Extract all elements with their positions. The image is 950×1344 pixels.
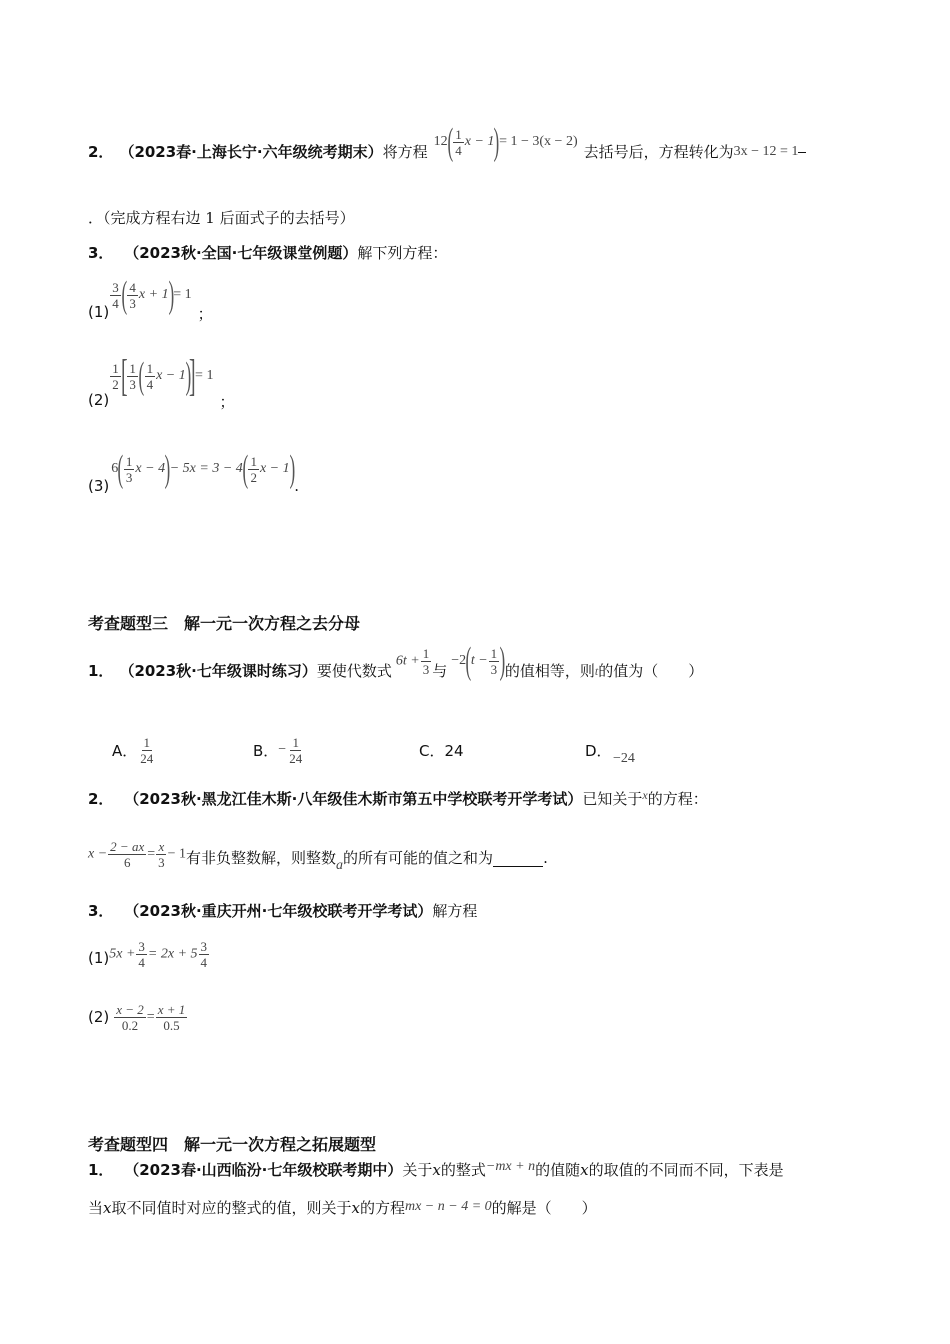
question-number: 1． — [88, 1161, 114, 1179]
s3q1-line — [88, 640, 704, 692]
question-text: 的整式 — [440, 1161, 486, 1179]
question-text: 的所有可能的值之和为 — [343, 849, 494, 867]
question-source: （2023秋·全国·七年级课堂例题） — [124, 244, 358, 262]
s3q2-line — [88, 789, 708, 810]
question-number: 3． — [88, 902, 114, 920]
option-b[interactable]: B． − $\frac{1}{24}$ — [253, 734, 303, 766]
section-title: 考查题型三 解一元一次方程之去分母 — [88, 614, 361, 633]
variable: x — [351, 1199, 360, 1217]
coef: 12 — [433, 134, 448, 150]
option-c[interactable] — [419, 740, 464, 761]
section-title: 考查题型四 解一元一次方程之拓展题型 — [88, 1135, 377, 1154]
option-label: C． — [419, 742, 445, 760]
question-text: 解方程 — [432, 902, 478, 920]
question-text: 的解是（ ） — [491, 1199, 597, 1217]
punctuation: ； — [219, 393, 235, 411]
equation: x − $\frac{2 - ax}{6}$ = $\frac{x}{3}$ − 1 — [88, 838, 187, 870]
q3-part2 — [88, 351, 235, 412]
question-number: 2． — [88, 143, 114, 161]
equation: $\frac{1}{2}$ [ $\frac{1}{3}$ ( $\frac{1}{4}$ x − 1)]= 1 — [112, 351, 214, 400]
question-text: 去括号后，方程转化为 — [583, 143, 734, 161]
q3-part3 — [88, 450, 299, 498]
s3q2-equation-line — [88, 838, 548, 878]
part-label: (1) — [88, 303, 110, 321]
option-value: 24 — [444, 742, 464, 760]
question-text: 已知关于 — [582, 790, 643, 808]
q2-prev-line — [88, 121, 806, 172]
q3-prev-line — [88, 243, 447, 263]
equation: 6( $\frac{1}{3}$ x − 4)− 5x = 3 − 4( $\frac{1}{2}$ x − 1) — [111, 448, 295, 490]
question-text: 的值相等，则 — [504, 662, 595, 680]
s4q1-line1 — [88, 1160, 784, 1182]
variable: t — [594, 664, 599, 678]
question-text: 的方程： — [647, 790, 708, 808]
question-source: （2023秋·黑龙江佳木斯·八年级佳木斯市第五中学校联考开学考试） — [124, 790, 583, 808]
equation: 5x + $\frac{3}{4}$ = 2x + 5 $\frac{3}{4}$ — [109, 938, 208, 970]
part-label: (3) — [88, 477, 110, 495]
s3q3-part1 — [88, 934, 210, 974]
option-label: B． — [253, 741, 279, 760]
question-source: （2023秋·重庆开州·七年级校联考开学考试） — [124, 902, 433, 920]
option-d[interactable] — [585, 740, 612, 761]
s3q3-line — [88, 901, 477, 921]
equation-result: 3x − 12 = 1 — [733, 144, 799, 159]
expression: −mx + n — [485, 1159, 536, 1174]
question-text: 解下列方程： — [357, 244, 448, 262]
equation-rhs: = 1 − 3(x − 2) — [499, 134, 578, 150]
question-text: 取不同值时对应的整式的值，则关于 — [111, 1199, 352, 1217]
answer-blank[interactable] — [798, 152, 806, 153]
option-d-value: −24 — [613, 751, 635, 766]
question-number: 2． — [88, 790, 114, 808]
question-text: 关于 — [402, 1161, 433, 1179]
q2-prev-note: ．（完成方程右边 1 后面式子的去括号） — [88, 209, 355, 227]
variable: a — [336, 858, 344, 873]
question-number: 1． — [88, 662, 114, 680]
q3-part1 — [88, 276, 213, 326]
s4q1-line2 — [88, 1198, 597, 1220]
question-text: 的值随 — [535, 1161, 581, 1179]
punctuation: . — [543, 849, 548, 867]
part-label: (2) — [88, 1008, 110, 1026]
equation: 12( $\frac{1}{4}$ x − 1)= 1 − 3(x − 2) — [433, 121, 578, 163]
equation: mx − n − 4 = 0 — [404, 1199, 492, 1214]
expression-1: 6t + $\frac{1}{3}$ — [395, 645, 430, 677]
variable: x — [580, 1161, 589, 1179]
variable: x — [642, 788, 648, 802]
question-text: 的方程 — [359, 1199, 405, 1217]
question-text: 将方程 — [382, 143, 428, 161]
question-text: 当 — [88, 1199, 104, 1217]
option-a[interactable]: A． $\frac{1}{24}$ — [112, 734, 154, 766]
fraction: $\frac{1}{4}$ — [455, 126, 462, 158]
equation: $\frac{x - 2}{0.2}$ = $\frac{x + 1}{0.5}$ — [116, 1001, 186, 1033]
question-text: 要使代数式 — [316, 662, 392, 680]
option-label: A． — [112, 741, 138, 760]
question-source: （2023春·上海长宁·六年级统考期末） — [119, 143, 383, 161]
punctuation: . — [294, 477, 300, 495]
question-source: （2023秋·七年级课时练习） — [119, 662, 317, 680]
answer-blank[interactable] — [493, 850, 543, 867]
part-label: (2) — [88, 391, 110, 409]
question-text: 的值为（ ） — [598, 662, 704, 680]
expression-2: −2(t − $\frac{1}{3}$ ) — [451, 640, 506, 682]
question-source: （2023春·山西临汾·七年级校联考期中） — [124, 1161, 403, 1179]
question-text: 有非负整数解，则整数 — [186, 849, 337, 867]
question-text: 与 — [432, 662, 448, 680]
question-number: 3． — [88, 244, 114, 262]
s3q3-part2 — [88, 997, 188, 1037]
question-text: 的取值的不同而不同，下表是 — [588, 1161, 784, 1179]
part-label: (1) — [88, 949, 110, 967]
equation: $\frac{3}{4}$ ( $\frac{4}{3}$ x + 1)= 1 — [112, 274, 192, 316]
variable: x — [103, 1199, 112, 1217]
variable: x — [432, 1161, 441, 1179]
punctuation: ； — [197, 305, 213, 323]
option-label: D． — [585, 742, 612, 760]
